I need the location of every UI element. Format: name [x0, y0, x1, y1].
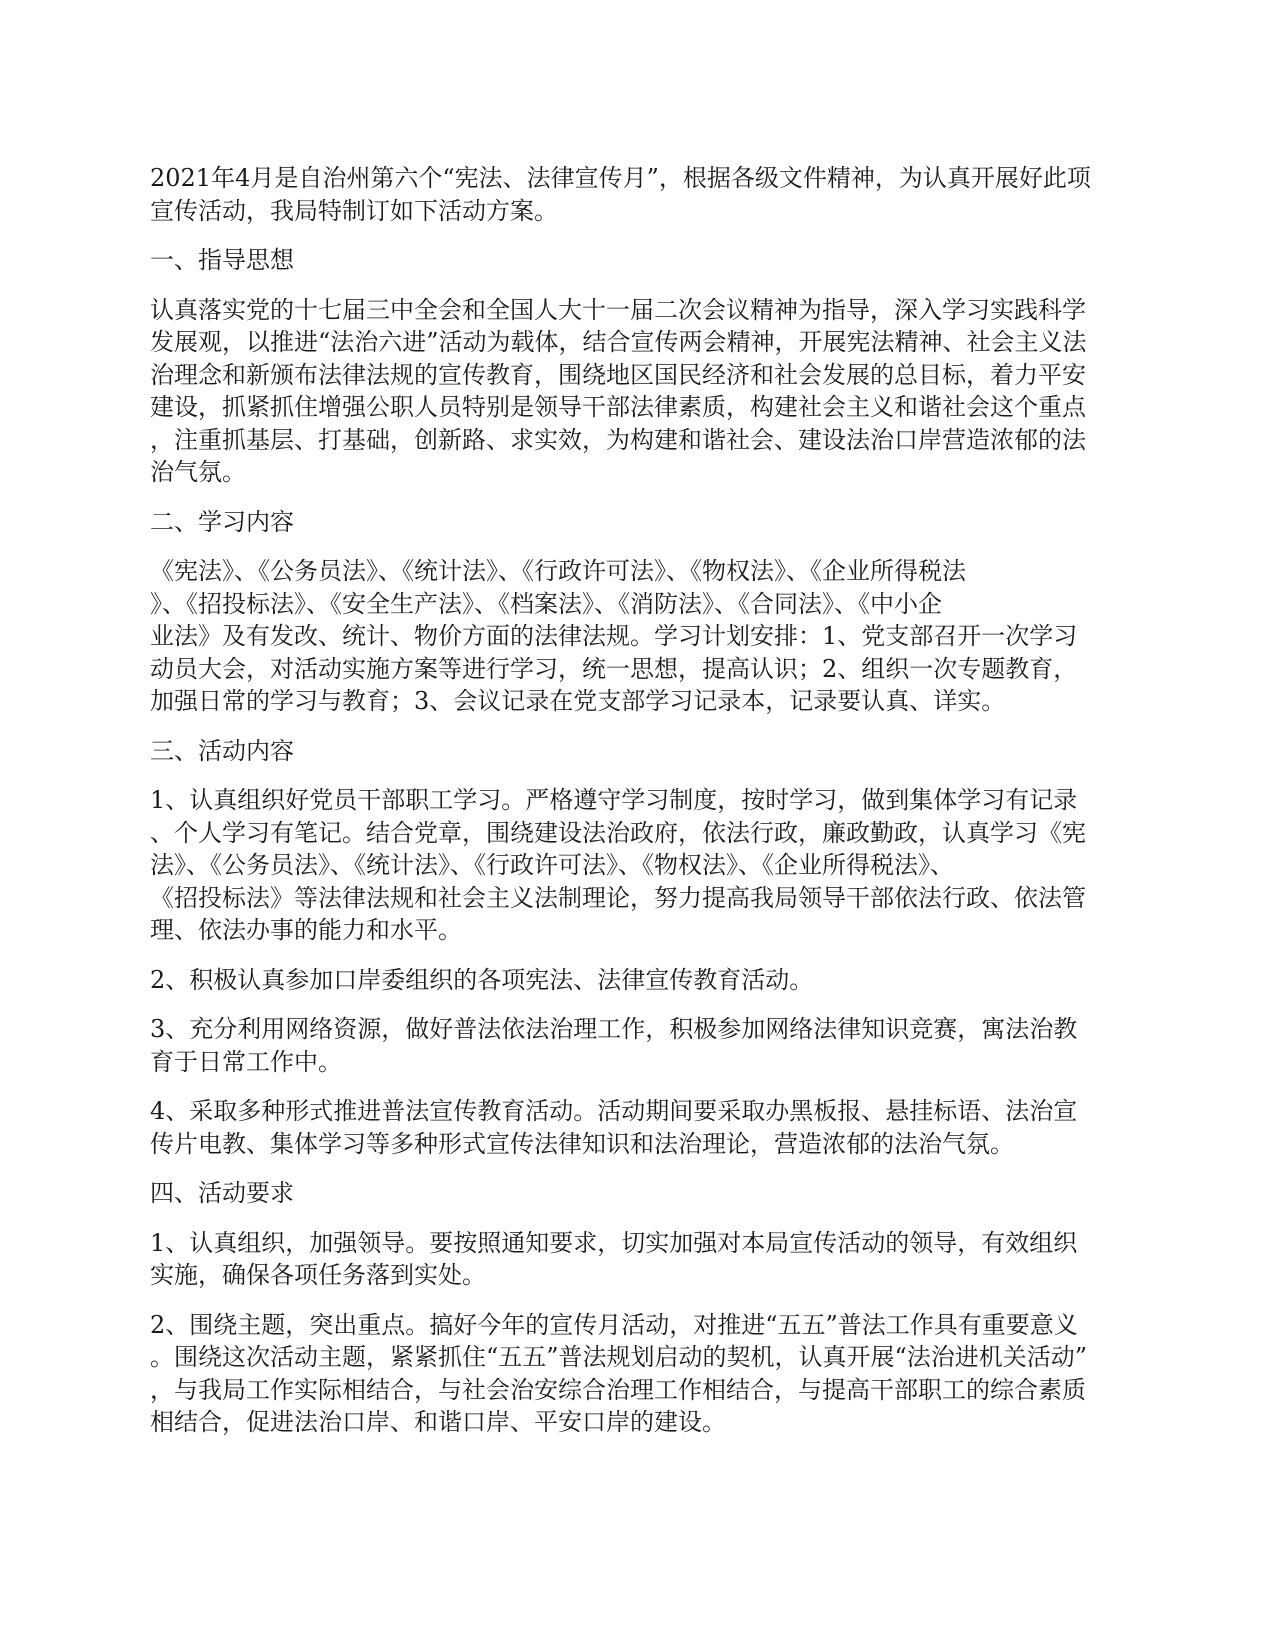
guiding-ideology-paragraph: 认真落实党的十七届三中全会和全国人大十一届二次会议精神为指导，深入学习实践科学 发展观，以推进“法治六进”活动为载体，结合宣传两会精神，开展宪法精神、社会主义法 治理念和新颁布法律法规的宣传教育，围绕地区国民经济和社会发展的总目标，着力平安 建设，抓紧抓住增强公职人员特别是领导干部法律素质，构建社会主义和谐社会这个重点 ，注重抓基层、打基础，创新路、求实效，为构建和谐社会、建设法治口岸营造浓郁的法 治气氛。	[150, 295, 1087, 486]
section-heading-activity-requirements: 四、活动要求	[150, 1179, 294, 1207]
activity-content-item-4: 4、采取多种形式推进普法宣传教育活动。活动期间要采取办黑板报、悬挂标语、法治宣 传片电教、集体学习等多种形式宣传法律知识和法治理论，营造浓郁的法治气氛。	[150, 1097, 1078, 1158]
activity-content-item-1: 1、认真组织好党员干部职工学习。严格遵守学习制度，按时学习，做到集体学习有记录 、个人学习有笔记。结合党章，围绕建设法治政府，依法行政，廉政勤政，认真学习《宪 法》、《公务员法》、《统计法》、《行政许可法》、《物权法》、《企业所得税法》、 《招投标法》等法律法规和社会主义法制理论，努力提高我局领导干部依法行政、依法管 理、依法办事的能力和水平。	[150, 786, 1086, 944]
activity-requirements-item-2: 2、围绕主题，突出重点。搞好今年的宣传月活动，对推进“五五”普法工作具有重要意义 。围绕这次活动主题，紧紧抓住“五五”普法规划启动的契机，认真开展“法治进机关活动” ，与我局工作实际相结合，与社会治安综合治理工作相结合，与提高干部职工的综合素质 相结合，促进法治口岸、和谐口岸、平安口岸的建设。	[150, 1310, 1088, 1436]
activity-content-item-3: 3、充分利用网络资源，做好普法依法治理工作，积极参加网络法律知识竞赛，寓法治教 育于日常工作中。	[150, 1015, 1078, 1076]
intro-paragraph: 2021年4月是自治州第六个“宪法、法律宣传月”，根据各级文件精神，为认真开展好此项 宣传活动，我局特制订如下活动方案。	[150, 164, 1091, 225]
section-heading-study-content: 二、学习内容	[150, 507, 294, 536]
document-page	[150, 162, 1132, 1456]
study-content-paragraph: 《宪法》、《公务员法》、《统计法》、《行政许可法》、《物权法》、《企业所得税法 》、《招投标法》、《安全生产法》、《档案法》、《消防法》、《合同法》、《中小企 业法》及有发改、统计、物价方面的法律法规。学习计划安排：1、党支部召开一次学习 动员大会，对活动实施方案等进行学习，统一思想，提高认识；2、组织一次专题教育， 加强日常的学习与教育；3、会议记录在党支部学习记录本，记录要认真、详实。	[150, 557, 1078, 715]
section-heading-guiding-ideology: 一、指导思想	[150, 246, 294, 274]
activity-content-item-2: 2、积极认真参加口岸委组织的各项宪法、法律宣传教育活动。	[150, 965, 814, 994]
section-heading-activity-content: 三、活动内容	[150, 736, 294, 765]
activity-requirements-item-1: 1、认真组织，加强领导。要按照通知要求，切实加强对本局宣传活动的领导，有效组织 实施，确保各项任务落到实处。	[150, 1228, 1078, 1289]
